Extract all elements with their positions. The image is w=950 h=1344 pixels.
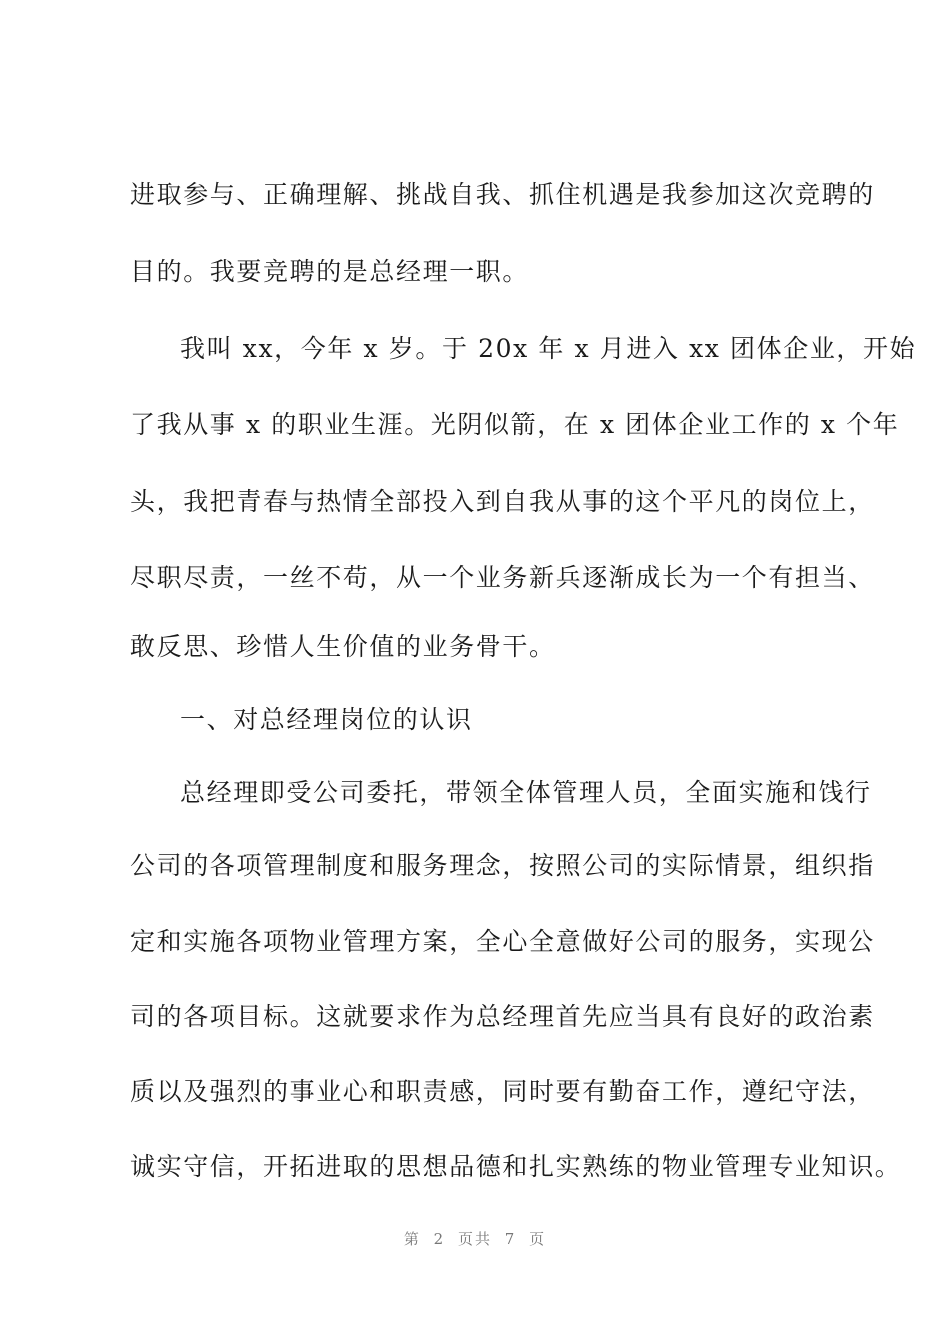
paragraph-start-line: 我叫 xx，今年 x 岁。于 20x 年 x 月进入 xx 团体企业，开始 (180, 334, 917, 363)
paragraph-start-line: 总经理即受公司委托，带领全体管理人员，全面实施和饯行 (180, 778, 872, 807)
text-line: 质以及强烈的事业心和职责感，同时要有勤奋工作，遵纪守法， (130, 1077, 875, 1106)
section-heading: 一、对总经理岗位的认识 (180, 705, 473, 734)
text-line: 了我从事 x 的职业生涯。光阴似箭，在 x 团体企业工作的 x 个年 (130, 410, 900, 439)
text-line: 目的。我要竞聘的是总经理一职。 (130, 257, 530, 286)
text-line: 尽职尽责，一丝不苟，从一个业务新兵逐渐成长为一个有担当、 (130, 563, 875, 592)
text-line: 司的各项目标。这就要求作为总经理首先应当具有良好的政治素 (130, 1002, 875, 1031)
text-line: 头，我把青春与热情全部投入到自我从事的这个平凡的岗位上， (130, 487, 875, 516)
text-line: 敢反思、珍惜人生价值的业务骨干。 (130, 632, 556, 661)
text-line: 诚实守信，开拓进取的思想品德和扎实熟练的物业管理专业知识。 (130, 1152, 902, 1181)
text-line: 公司的各项管理制度和服务理念，按照公司的实际情景，组织指 (130, 851, 875, 880)
text-line: 进取参与、正确理解、挑战自我、抓住机遇是我参加这次竞聘的 (130, 180, 875, 209)
page-number-footer: 第 2 页共 7 页 (403, 1230, 547, 1248)
text-line: 定和实施各项物业管理方案，全心全意做好公司的服务，实现公 (130, 927, 875, 956)
